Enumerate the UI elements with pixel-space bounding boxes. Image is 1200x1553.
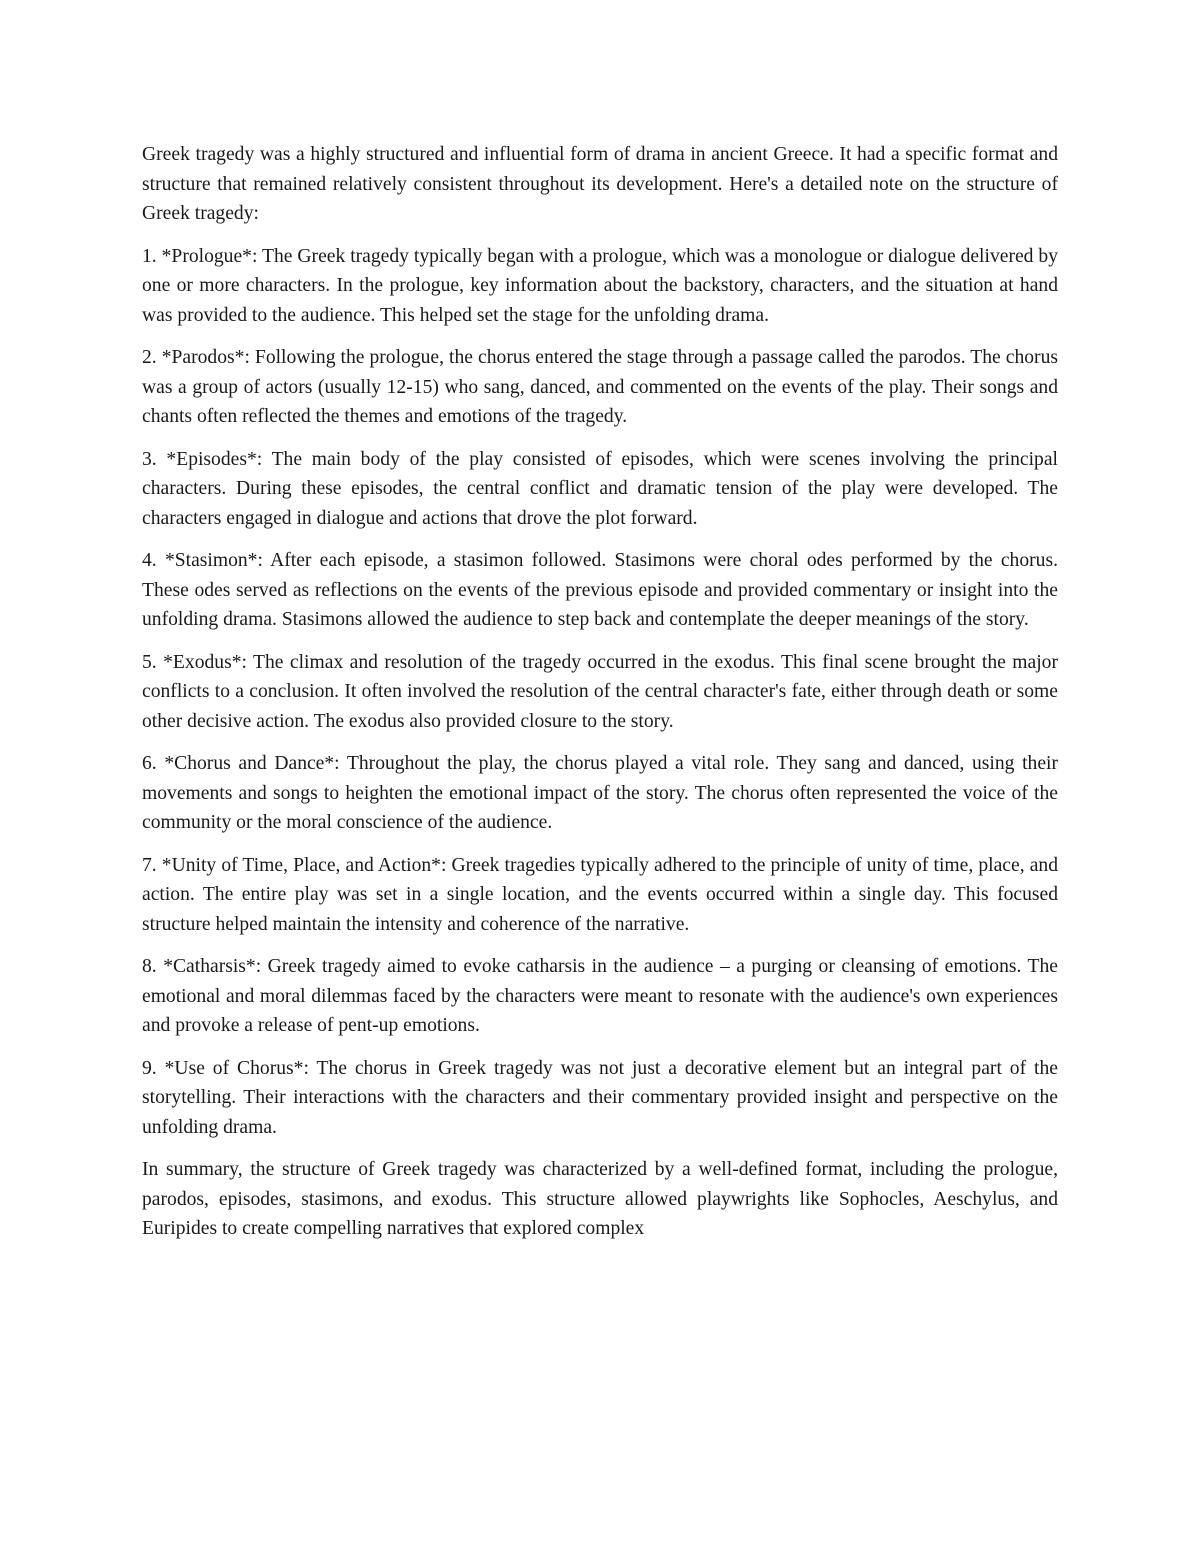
summary-paragraph: In summary, the structure of Greek tragedy was characterized by a well-defined format, including the prologue, parodos, episodes, stasimons, and exodus. This structure allowed playwrights like Sophocles, Aeschylus, and Euripides to create compelling narratives that explored complex [142,1159,1058,1239]
list-item-use-of-chorus: 9. *Use of Chorus*: The chorus in Greek tragedy was not just a decorative element but an integral part of the storytelling. Their interactions with the characters and their commentary provided insight and perspective on the unfolding drama. [142,1057,1058,1138]
list-item-stasimon: 4. *Stasimon*: After each episode, a stasimon followed. Stasimons were choral odes performed by the chorus. These odes served as reflections on the events of the previous episode and provided commentary or insight into the unfolding drama. Stasimons allowed the audience to step back and contemplate the deeper meanings of the story. [142,550,1058,630]
list-item-episodes: 3. *Episodes*: The main body of the play consisted of episodes, which were scenes involving the principal characters. During these episodes, the central conflict and dramatic tension of the play were developed. The characters engaged in dialogue and actions that drove the plot forward. [142,448,1058,529]
list-item-unity: 7. *Unity of Time, Place, and Action*: Greek tragedies typically adhered to the principle of unity of time, place, and action. The entire play was set in a single location, and the events occurred within a single day. This focused structure helped maintain the intensity and coherence of the narrative. [142,854,1058,935]
list-item-parodos: 2. *Parodos*: Following the prologue, the chorus entered the stage through a passage called the parodos. The chorus was a group of actors (usually 12-15) who sang, danced, and commented on the events of the play. Their songs and chants often reflected the themes and emotions of the tragedy. [142,347,1058,427]
document-body [142,140,1058,1244]
list-item-prologue: 1. *Prologue*: The Greek tragedy typically began with a prologue, which was a monologue or dialogue delivered by one or more characters. In the prologue, key information about the backstory, characters, and the situation at hand was provided to the audience. This helped set the stage for the unfolding drama. [142,245,1058,326]
list-item-catharsis: 8. *Catharsis*: Greek tragedy aimed to evoke catharsis in the audience – a purging or cleansing of emotions. The emotional and moral dilemmas faced by the characters were meant to resonate with the audience's own experiences and provoke a release of pent-up emotions. [142,956,1058,1036]
list-item-chorus-and-dance: 6. *Chorus and Dance*: Throughout the play, the chorus played a vital role. They sang and danced, using their movements and songs to heighten the emotional impact of the story. The chorus often represented the voice of the community or the moral conscience of the audience. [142,753,1058,833]
intro-paragraph: Greek tragedy was a highly structured and influential form of drama in ancient Greece. It had a specific format and structure that remained relatively consistent throughout its development. Here's a detailed note on the structure of Greek tragedy: [142,144,1058,224]
list-item-exodus: 5. *Exodus*: The climax and resolution of the tragedy occurred in the exodus. This final scene brought the major conflicts to a conclusion. It often involved the resolution of the central character's fate, either through death or some other decisive action. The exodus also provided closure to the story. [142,651,1058,732]
